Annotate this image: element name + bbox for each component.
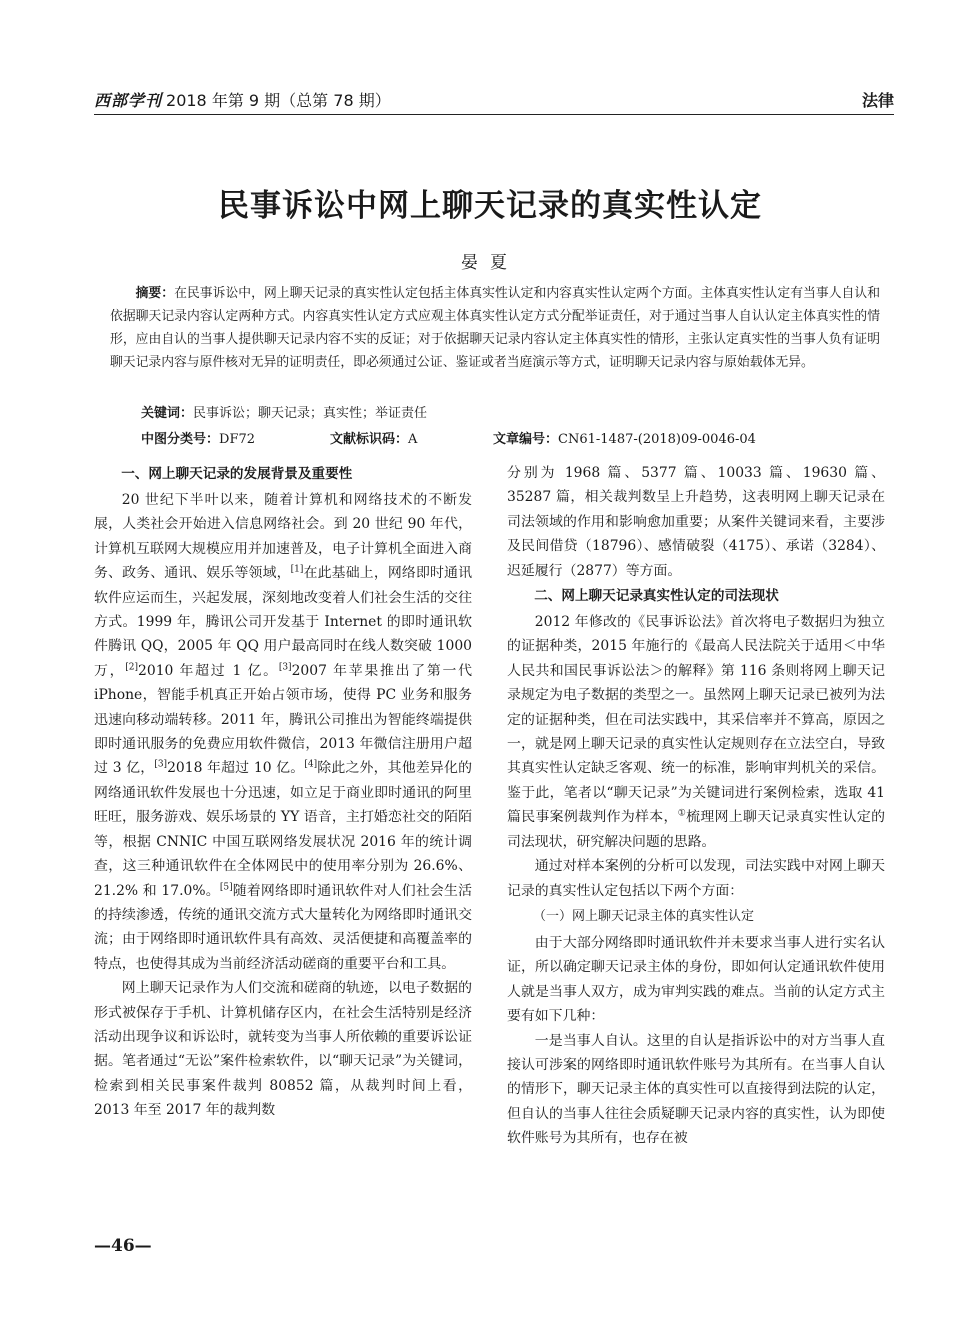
text-run: 2010 年超过 1 亿。 <box>138 662 279 679</box>
paragraph: 分别为 1968 篇、5377 篇、10033 篇、19630 篇、35287 篇，相关裁判数呈上升趋势，这表明网上聊天记录在司法领域的作用和影响愈加重要；从案件关键词来看，主要涉及民间借贷（18796）、感情破裂（4175）、承诺（3284）、迟延履行（2877）等方面。 <box>507 465 885 579</box>
keywords <box>141 402 881 421</box>
citation: [1] <box>290 564 304 575</box>
text-run: 在此基础上，网络即时通讯软件应运而生，兴起发展，深刻地改变着人们社会生活的交往方式。1999 年，腾讯公司开发基于 Internet 的即时通讯软件腾讯 QQ，2005 年 QQ 用户最高同时在线人数突破 1000 万， <box>94 565 472 679</box>
text-run: 梳理网上聊天记录真实性认定的司法现状，研究解决问题的思路。 <box>507 809 885 850</box>
text-run: 2007 年苹果推出了第一代 iPhone，智能手机真正开始占领市场，使得 PC 业务和服务迅速向移动端转移。2011 年，腾讯公司推出为智能终端提供即时通讯服务的免费应用软件微信，2013 年微信注册用户超过 3 亿， <box>94 662 472 777</box>
text-run: 随着网络即时通讯软件对人们社会生活的持续渗透，传统的通讯交流方式大量转化为网络即时通讯交流；由于网络即时通讯软件具有高效、灵活便捷和高覆盖率的特点，也使得其成为当前经济活动磋商的重要平台和工具。 <box>94 882 472 972</box>
article-author: 晏夏 <box>461 253 519 273</box>
abstract-label: 摘要： <box>135 286 175 301</box>
section-heading-1: 一、网上聊天记录的发展背景及重要性 <box>121 466 353 482</box>
text-run: 2018 年超过 10 亿。 <box>167 760 305 777</box>
article-title: 民事诉讼中网上聊天记录的真实性认定 <box>218 188 762 224</box>
paragraph: 由于大部分网络即时通讯软件并未要求当事人进行实名认证，所以确定聊天记录主体的身份，即如何认定通讯软件使用人就是当事人双方，成为审判实践的难点。当前的认定方式主要有如下几种： <box>507 934 885 1025</box>
subsection-heading: （一）网上聊天记录主体的真实性认定 <box>533 908 755 924</box>
abstract-text: 在民事诉讼中，网上聊天记录的真实性认定包括主体真实性认定和内容真实性认定两个方面。主体真实性认定有当事人自认和依据聊天记录内容认定两种方式。内容真实性认定方式应观主体真实性认定方式分配举证责任，对于通过当事人自认认定主体真实性的情形，应由自认的当事人提供聊天记录内容不实的反证；对于依据聊天记录内容认定主体真实性的情形，主张认定真实性的当事人负有证明聊天记录内容与原件核对无异的证明责任，即必须通过公证、鉴证或者当庭演示等方式，证明聊天记录内容与原始载体无异。 <box>110 286 881 370</box>
keywords-label: 关键词： <box>141 406 194 421</box>
paragraph: 通过对样本案例的分析可以发现，司法实践中对网上聊天记录的真实性认定包括以下两个方面： <box>507 858 885 899</box>
doc-code-label: 文献标识码： <box>330 432 409 447</box>
citation: [2] <box>125 662 139 673</box>
section-label: 法律 <box>861 91 894 110</box>
paragraph <box>507 610 885 854</box>
text-run: 2012 年修改的《民事诉讼法》首次将电子数据归为独立的证据种类，2015 年施行的《最高人民法院关于适用＜中华人民共和国民事诉讼法＞的解释》第 116 条则将网上聊天记录规定为电子数据的类型之一。虽然网上聊天记录已被列为法定的证据种类，但在司法实践中，其采信率并不算高，原因之一，就是网上聊天记录的真实性认定规则存在立法空白，导致其真实性认定缺乏客观、统一的标准，影响审判机关的采信。鉴于此，笔者以“聊天记录”为关键词进行案例检索，选取 41 篇民事案例裁判作为样本， <box>507 614 885 826</box>
article-number <box>493 428 756 447</box>
document-code <box>330 428 417 447</box>
section-heading-2: 二、网上聊天记录真实性认定的司法现状 <box>534 588 779 605</box>
issue-info: 2018 年第 9 期（总第 78 期） <box>166 91 391 110</box>
header-rule <box>94 114 894 115</box>
journal-logo: 西部学刊 <box>94 91 163 110</box>
doc-code-value: A <box>408 432 418 447</box>
footnote-marker: ① <box>677 808 687 819</box>
paragraph: 网上聊天记录作为人们交流和磋商的轨迹，以电子数据的形式被保存于手机、计算机储存区内，在社会生活特别是经济活动出现争议和诉讼时，就转变为当事人所依赖的重要诉讼证据。笔者通过“无讼”案件检索软件，以“聊天记录”为关键词，检索到相关民事案件裁判 80852 篇，从裁判时间上看，2013 年至 2017 年的裁判数 <box>94 980 472 1119</box>
clc-label: 中图分类号： <box>141 432 220 447</box>
clc-code <box>141 428 255 447</box>
running-header <box>94 88 894 112</box>
paragraph: 一是当事人自认。这里的自认是指诉讼中的对方当事人直接认可涉案的网络即时通讯软件账号为其所有。在当事人自认的情形下，聊天记录主体的真实性可以直接得到法院的认定，但自认的当事人往往会质疑聊天记录内容的真实性，认为即使软件账号为其所有，也存在被 <box>507 1032 885 1147</box>
journal-info <box>94 88 391 111</box>
abstract <box>110 282 880 374</box>
citation: [3] <box>154 759 168 770</box>
text-run: 20 世纪下半叶以来，随着计算机和网络技术的不断发展，人类社会开始进入信息网络社会。到 20 世纪 90 年代，计算机互联网大规模应用并加速普及，电子计算机全面进入商务、政务、通讯、娱乐等领域， <box>94 492 472 582</box>
citation: [3] <box>278 662 292 673</box>
right-column <box>507 461 885 1151</box>
citation: [5] <box>219 881 233 892</box>
clc-value: DF72 <box>219 432 256 447</box>
article-no-value: CN61-1487-(2018)09-0046-04 <box>558 432 756 447</box>
paragraph <box>94 488 472 976</box>
article-no-label: 文章编号： <box>493 432 559 447</box>
keywords-text: 民事诉讼；聊天记录；真实性；举证责任 <box>193 406 428 421</box>
text-run: 除此之外，其他差异化的网络通讯软件发展也十分迅速，如立足于商业即时通讯的阿里旺旺，服务游戏、娱乐场景的 YY 语音，主打婚恋社交的陌陌等，根据 CNNIC 中国互联网络发展状况 2016 年的统计调查，这三种通讯软件在全体网民中的使用率分别为 26.6%、21.2% 和 17.0%。 <box>94 760 472 899</box>
page-number: —46— <box>94 1236 152 1256</box>
citation: [4] <box>304 759 318 770</box>
left-column <box>94 461 472 1123</box>
